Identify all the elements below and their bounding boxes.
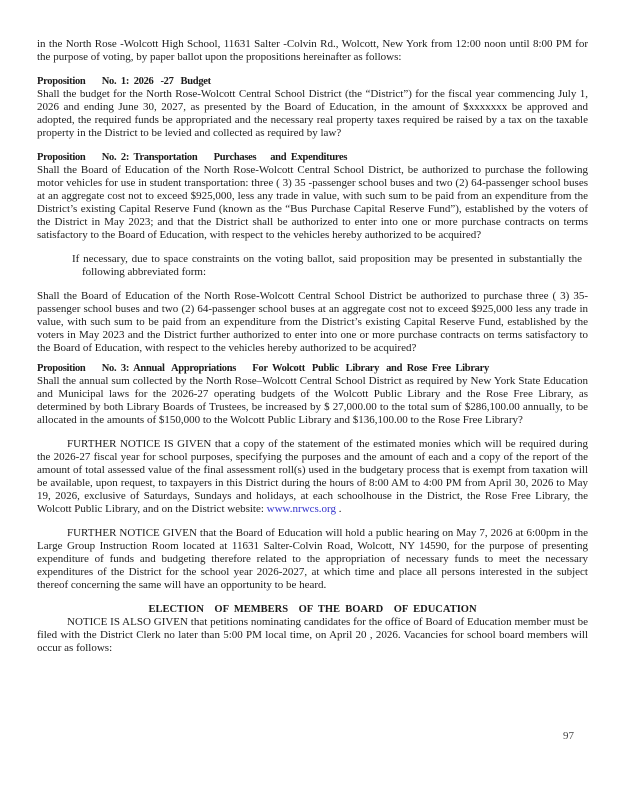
- further-notice-public-hearing: FURTHER NOTICE GIVEN that the Board of Education will hold a public hearing on May 7, 2026 at 6:00pm in the Large Group Instruction Room located at 11631 Salter-Colvin Road, Wolcott, NY 14590, for the purpose of presenting expenditure of funds and budgeting therefore related to the appropriation of necessary funds to meet the necessary expenditures of the District for the school year 2026-2027, at which time and place all persons interested in the subject thereof concerning the same will have an opportunity to be heard.: [37, 527, 588, 591]
- document-content: [37, 38, 588, 655]
- proposition-2-body: Shall the Board of Education of the North Rose-Wolcott Central School District, be authorized to purchase the following motor vehicles for use in student transportation: three ( 3) 35 -passenger school buses and two (2) 64-passenger school buses at an aggregate cost not to exceed $925,000, less any trade in value, with such sum to be paid from an expenditure from the District’s existing Capital Reserve Fund (known as the “Bus Purchase Capital Reserve Fund”), established by the voters of the District in May 2023; and that the District shall be authorized to enter into one or more purchase contracts on terms satisfactory to the Board of Education, with respect to the vehicles hereby authorized to be acquired?: [37, 164, 588, 241]
- abbreviated-proposition-body: Shall the Board of Education of the North Rose-Wolcott Central School District be authorized to purchase three ( 3) 35-passenger school buses and two (2) 64-passenger school buses at an aggregate cost not to exceed $925,000 less any trade in value, with such sum to be paid from an expenditure from the District’s existing Capital Reserve Fund, established by the voters in May 2023 and the District further authorized to enter into one or more purchase contracts on terms satisfactory to the Board of Education, with respect to the vehicles hereby authorized to be acquired?: [37, 290, 588, 354]
- proposition-2-section: [37, 151, 588, 242]
- proposition-3-body: Shall the annual sum collected by the North Rose–Wolcott Central School District as required by New York State Education and Municipal laws for the 2026-27 operating budgets of the Wolcott Public Library and the Rose Free Library, as determined by both Library Boards of Trustees, be increased by $ 27,000.00 to the total sum of $286,100.00 annually, to be allocated in the amounts of $150,000 to the Wolcott Public Library and $136,100.00 to the Rose Free Library?: [37, 375, 588, 426]
- intro-paragraph: in the North Rose -Wolcott High School, 11631 Salter -Colvin Rd., Wolcott, New York from 12:00 noon until 8:00 PM for the purpose of voting, by paper ballot upon the propositions hereinafter as follows:: [37, 38, 588, 63]
- election-of-members-heading: ELECTION OF MEMBERS OF THE BOARD OF EDUCATION: [148, 604, 477, 615]
- proposition-2-heading: Proposition No. 2: Transportation Purchases and Expenditures: [37, 152, 348, 163]
- further-notice-estimated-monies: [37, 438, 588, 516]
- abbreviated-form-note: If necessary, due to space constraints on the voting ballot, said proposition may be presented in substantially the following abbreviated form:: [72, 253, 582, 278]
- proposition-1-heading: Proposition No. 1: 2026 -27 Budget: [37, 76, 211, 87]
- further-notice-1-after-text: .: [336, 503, 342, 515]
- proposition-3-heading: Proposition No. 3: Annual Appropriations For Wolcott Public Library and Rose Free Library: [37, 363, 489, 374]
- page-number: 97: [563, 730, 574, 742]
- proposition-1-body: Shall the budget for the North Rose-Wolcott Central School District (the “District”) for the fiscal year commencing July 1, 2026 and ending June 30, 2027, as presented by the Board of Education, in the amount of $xxxxxxx be approved and adopted, the required funds be appropriated and the necessary real property taxes required be raised by a tax on the taxable property in the District to be levied and collected as required by law?: [37, 88, 588, 139]
- further-notice-1-text: FURTHER NOTICE IS GIVEN that a copy of the statement of the estimated monies which will be required during the 2026-27 fiscal year for school purposes, specifying the purposes and the amount of each and a copy of the report of the amount of total assessed value of the final assessment roll(s) used in the budgetary process that is exempt from taxation will be available, upon request, to taxpayers in this District during the hours of 8:00 AM to 4:00 PM from April 30, 2026 to May 19, 2026, exclusive of Saturdays, Sundays and holidays, at each schoolhouse in the District, the Rose Free Library, the Wolcott Public Library, and on the District website:: [37, 438, 588, 515]
- proposition-1-section: [37, 75, 588, 140]
- district-website-link[interactable]: www.nrwcs.org: [266, 503, 337, 515]
- proposition-3-section: [37, 362, 588, 427]
- election-notice-body: NOTICE IS ALSO GIVEN that petitions nominating candidates for the office of Board of Education member must be filed with the District Clerk no later than 5:00 PM local time, on April 20 , 2026. Vacancies for school board members will occur as follows:: [37, 616, 588, 654]
